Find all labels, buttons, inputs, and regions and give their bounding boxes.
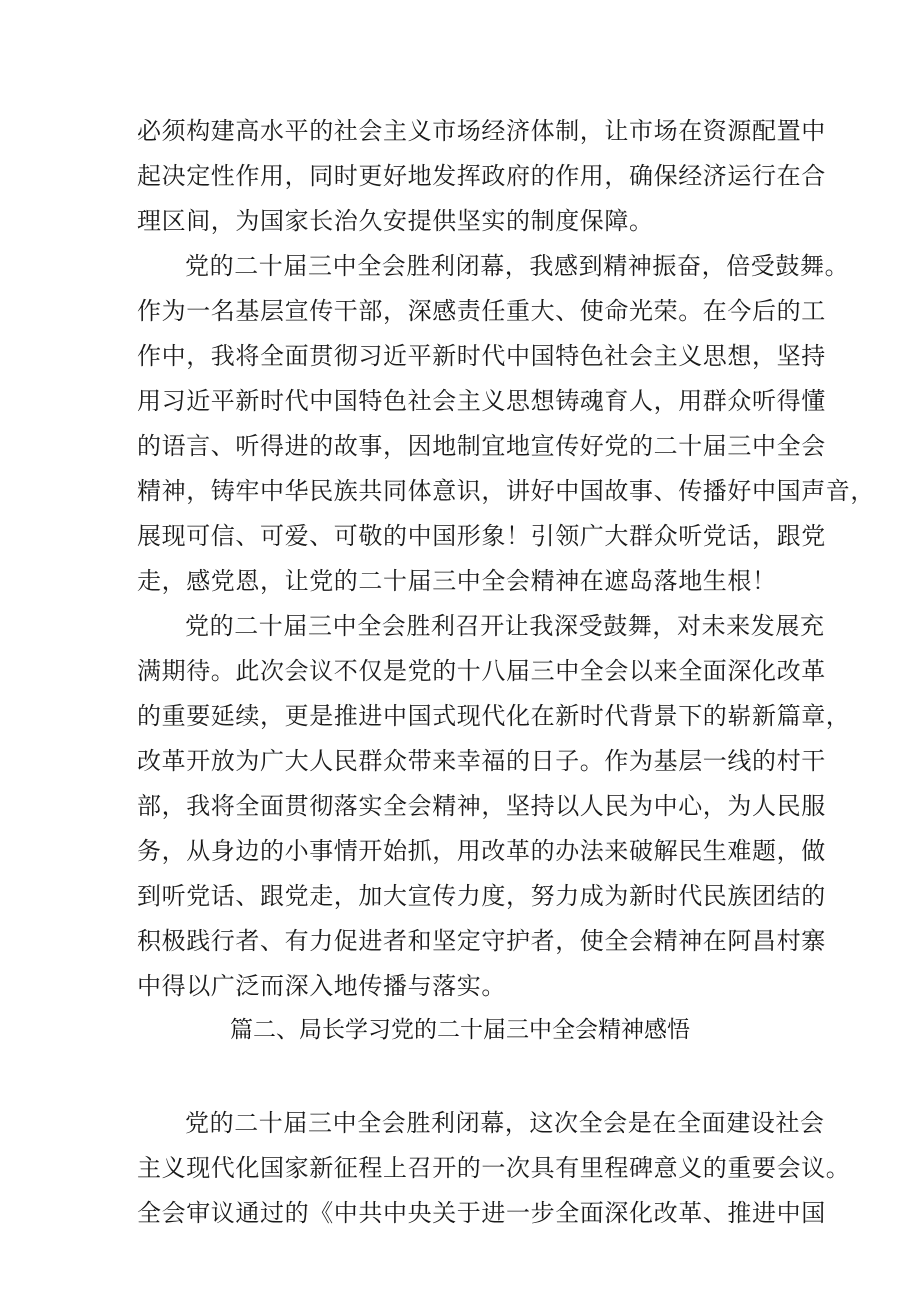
para3-line-2: 满期待。此次会议不仅是党的十八届三中全会以来全面深化改革 (137, 657, 826, 685)
section-heading: 篇二、局长学习党的二十届三中全会精神感悟 (230, 1017, 690, 1043)
para3-line-7: 到听党话、跟党走，加大宣传力度，努力成为新时代民族团结的 (137, 882, 826, 910)
para3-line-5: 部，我将全面贯彻落实全会精神，坚持以人民为中心，为人民服 (137, 792, 826, 820)
para4-line-1: 党的二十届三中全会胜利闭幕，这次全会是在全面建设社会 (185, 1109, 825, 1137)
para1-line-2: 起决定性作用，同时更好地发挥政府的作用，确保经济运行在合 (137, 162, 826, 190)
para2-line-6: 精神，铸牢中华民族共同体意识，讲好中国故事、传播好中国声音， (137, 477, 875, 505)
para3-line-8: 积极践行者、有力促进者和坚定守护者，使全会精神在阿昌村寨 (137, 927, 826, 955)
para3-line-6: 务，从身边的小事情开始抓，用改革的办法来破解民生难题，做 (137, 837, 826, 865)
para2-line-2: 作为一名基层宣传干部，深感责任重大、使命光荣。在今后的工 (137, 297, 826, 325)
para2-line-7: 展现可信、可爱、可敬的中国形象！引领广大群众听党话，跟党 (137, 522, 826, 550)
para4-line-3: 全会审议通过的《中共中央关于进一步全面深化改革、推进中国 (137, 1199, 826, 1227)
para3-line-4: 改革开放为广大人民群众带来幸福的日子。作为基层一线的村干 (137, 747, 826, 775)
para2-line-8: 走，感党恩，让党的二十届三中全会精神在遮岛落地生根！ (137, 567, 777, 595)
para3-line-9: 中得以广泛而深入地传播与落实。 (137, 972, 506, 1000)
para3-line-3: 的重要延续，更是推进中国式现代化在新时代背景下的崭新篇章， (137, 702, 851, 730)
para1-line-1: 必须构建高水平的社会主义市场经济体制，让市场在资源配置中 (137, 117, 826, 145)
para2-line-3: 作中，我将全面贯彻习近平新时代中国特色社会主义思想，坚持 (137, 342, 826, 370)
para3-line-1: 党的二十届三中全会胜利召开让我深受鼓舞，对未来发展充 (185, 612, 825, 640)
para2-line-1: 党的二十届三中全会胜利闭幕，我感到精神振奋，倍受鼓舞。 (185, 252, 850, 280)
para2-line-4: 用习近平新时代中国特色社会主义思想铸魂育人，用群众听得懂 (137, 387, 826, 415)
para4-line-2: 主义现代化国家新征程上召开的一次具有里程碑意义的重要会议。 (137, 1154, 851, 1182)
para2-line-5: 的语言、听得进的故事，因地制宜地宣传好党的二十届三中全会 (137, 432, 826, 460)
para1-line-3: 理区间，为国家长治久安提供坚实的制度保障。 (137, 207, 654, 235)
